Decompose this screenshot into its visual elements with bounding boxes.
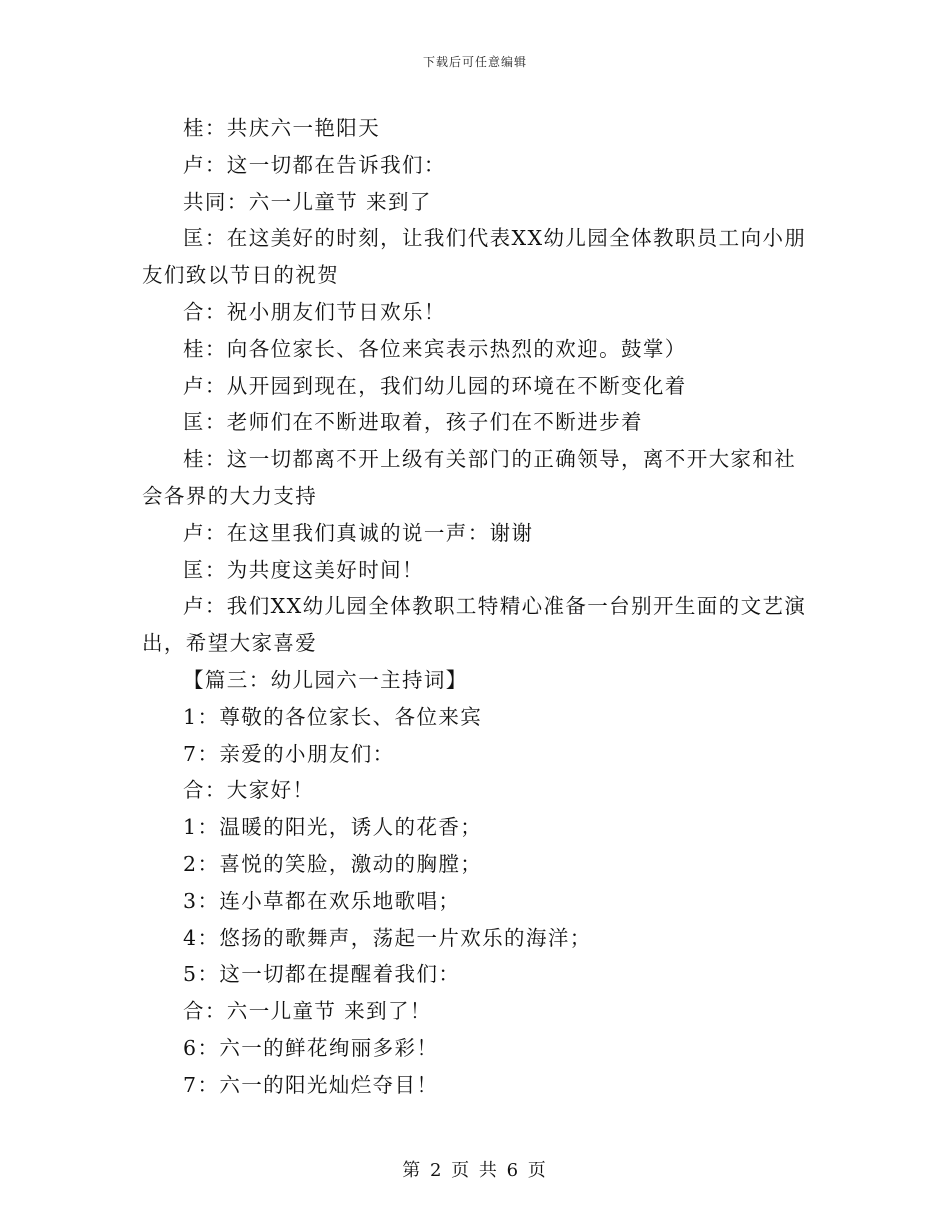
paragraph: 匡：为共度这美好时间！: [183, 557, 424, 582]
paragraph: 1：温暖的阳光，诱人的花香；: [183, 815, 483, 840]
document-body: [142, 110, 810, 1104]
paragraph: 桂：这一切都离不开上级有关部门的正确领导，离不开大家和社会各界的大力支持: [142, 447, 797, 508]
paragraph: 桂：共庆六一艳阳天: [183, 116, 381, 140]
paragraph: 7：六一的阳光灿烂夺目！: [183, 1072, 439, 1097]
paragraph: 2：喜悦的笑脸，激动的胸膛；: [183, 851, 483, 876]
paragraph: 1：尊敬的各位家长、各位来宾: [183, 704, 483, 729]
header-note: 下载后可任意编辑: [422, 55, 527, 69]
paragraph: 合：大家好！: [183, 778, 315, 803]
paragraph: 合：六一儿童节 来到了！: [183, 999, 432, 1024]
paragraph: 6：六一的鲜花绚丽多彩！: [183, 1035, 439, 1060]
page-number: 第 2 页 共 6 页: [402, 1160, 548, 1181]
section-heading: 【篇三：幼儿园六一主持词】: [183, 667, 468, 692]
paragraph: 匡：在这美好的时刻，让我们代表XX幼儿园全体教职员工向小朋友们致以节日的祝贺: [142, 226, 807, 288]
paragraph: 卢：这一切都在告诉我们：: [183, 152, 446, 177]
paragraph: 卢：从开园到现在，我们幼儿园的环境在不断变化着: [183, 373, 687, 398]
paragraph: 4：悠扬的歌舞声，荡起一片欢乐的海洋；: [183, 925, 592, 950]
paragraph: 卢：在这里我们真诚的说一声：谢谢: [183, 520, 534, 545]
paragraph: 7：亲爱的小朋友们：: [183, 741, 395, 766]
paragraph: 桂：向各位家长、各位来宾表示热烈的欢迎。鼓掌）: [183, 336, 687, 361]
paragraph: 3：连小草都在欢乐地歌唱；: [183, 888, 461, 913]
paragraph: 5：这一切都在提醒着我们：: [183, 962, 461, 987]
paragraph: 卢：我们XX幼儿园全体教职工特精心准备一台别开生面的文艺演出，希望大家喜爱: [142, 594, 807, 656]
paragraph: 合：祝小朋友们节日欢乐！: [183, 299, 446, 324]
paragraph: 匡：老师们在不断进取着，孩子们在不断进步着: [183, 410, 643, 435]
paragraph: 共同：六一儿童节 来到了: [183, 189, 432, 214]
